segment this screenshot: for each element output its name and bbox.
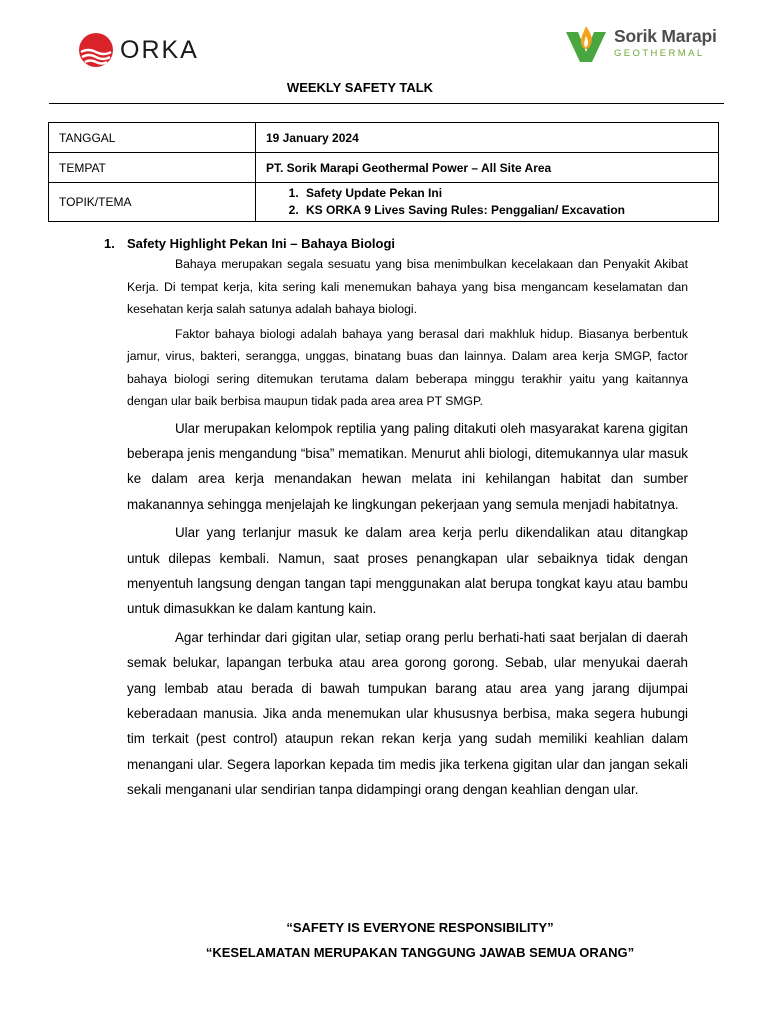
topic-item: 1. Safety Update Pekan Ini — [302, 185, 708, 202]
sorik-marapi-flame-icon — [564, 22, 608, 64]
info-table — [48, 122, 719, 222]
safety-highlight-section — [104, 236, 688, 803]
orka-logo-text: ORKA — [120, 35, 199, 64]
table-row-topic — [49, 183, 719, 222]
place-value: PT. Sorik Marapi Geothermal Power – All Site Area — [256, 153, 719, 183]
section-body — [127, 253, 688, 803]
sorik-marapi-logo-subtitle: GEOTHERMAL — [614, 47, 705, 59]
paragraph: Ular yang terlanjur masuk ke dalam area kerja perlu dikendalikan atau ditangkap untuk dilepas kembali. Namun, saat proses penangkapan ular sebaiknya tidak dengan menyentuh langsung dengan tangan tapi menggunakan alat berupa tongkat kayu atau bambu untuk dimasukkan ke dalam kantung kain. — [127, 525, 688, 617]
section-title: Safety Highlight Pekan Ini – Bahaya Biologi — [127, 236, 395, 251]
orka-logo — [78, 32, 199, 68]
topic-list — [266, 185, 708, 219]
orka-sun-icon — [78, 32, 114, 68]
topic-value — [256, 183, 719, 222]
place-label: TEMPAT — [49, 153, 256, 183]
topic-item: 2. KS ORKA 9 Lives Saving Rules: Penggalian/ Excavation — [302, 202, 708, 219]
section-number: 1. — [104, 236, 115, 251]
title-divider — [49, 103, 724, 104]
sorik-marapi-logo — [564, 20, 717, 66]
date-label: TANGGAL — [49, 123, 256, 153]
paragraph: Bahaya merupakan segala sesuatu yang bisa menimbulkan kecelakaan dan Penyakit Akibat Kerja. Di tempat kerja, kita sering kali menemukan bahaya yang bisa mengancam keselamatan dan kesehatan kerja salah satunya adalah bahaya biologi. — [127, 257, 688, 316]
topic-label: TOPIK/TEMA — [49, 183, 256, 222]
table-row-date — [49, 123, 719, 153]
paragraph: Faktor bahaya biologi adalah bahaya yang berasal dari makhluk hidup. Biasanya berbentuk jamur, virus, bakteri, serangga, unggas, binatang buas dan lainnya. Dalam area kerja SMGP, factor bahaya biologi sering ditemukan terutama dalam beberapa minggu terakhir yaitu yang kaitannya dengan ular baik berbisa maupun tidak pada area area PT SMGP. — [127, 326, 688, 408]
sorik-marapi-logo-title: Sorik Marapi — [614, 26, 717, 46]
safety-quote-english: “SAFETY IS EVERYONE RESPONSIBILITY” — [286, 920, 554, 935]
document-title: WEEKLY SAFETY TALK — [286, 80, 434, 95]
paragraph: Agar terhindar dari gigitan ular, setiap orang perlu berhati-hati saat berjalan di daerah semak belukar, lapangan terbuka atau area gorong gorong. Sebab, ular menyukai daerah yang lembab atau berada di bawah tumpukan barang atau area yang jarang dijumpai keberadaan manusia. Jika anda menemukan ular khususnya berbisa, maka segera hubungi tim terkait (pest control) ataupun rekan rekan kerja yang sudah memiliki keahlian dalam menangani ular. Segera laporkan kepada tim medis jika terkena gigitan ular dan jangan sekali sekali menganani ular sendirian tanpa didampingi orang dengan keahlian dengan ular. — [127, 629, 688, 798]
safety-quote-indonesian: “KESELAMATAN MERUPAKAN TANGGUNG JAWAB SEMUA ORANG” — [205, 945, 635, 960]
paragraph: Ular merupakan kelompok reptilia yang paling ditakuti oleh masyarakat karena gigitan beberapa jenis mengandung “bisa” mematikan. Menurut ahli biologi, ditemukannya ular masuk ke dalam area kerja menandakan hewan melata ini kehilangan habitat dan sumber makanannya sehingga menjelajah ke lingkungan pekerjaan yang semula menjadi habitatnya. — [127, 420, 688, 512]
section-heading — [104, 236, 688, 251]
date-value: 19 January 2024 — [256, 123, 719, 153]
table-row-place — [49, 153, 719, 183]
